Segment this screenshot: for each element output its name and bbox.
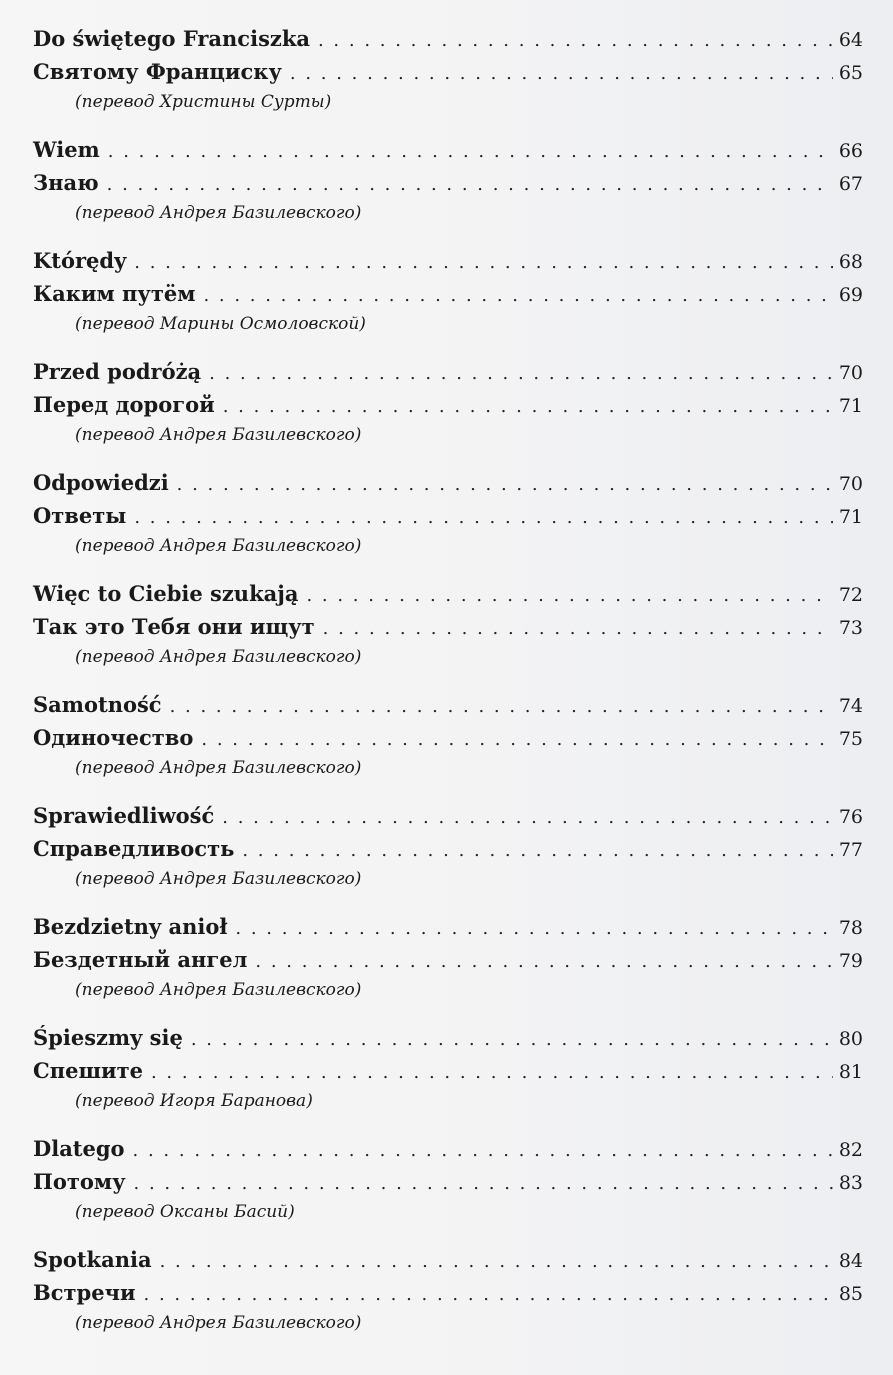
page-number: 74 [838, 695, 863, 717]
toc-line-polish [33, 1247, 863, 1281]
toc-line-russian [33, 392, 863, 426]
translator-note: (перевод Андрея Базилевского) [75, 425, 362, 445]
translator-note: (перевод Христины Сурты) [75, 92, 332, 112]
translator-note: (перевод Андрея Базилевского) [75, 1313, 362, 1333]
dot-leader [134, 1173, 833, 1194]
toc-line-russian [33, 947, 863, 981]
toc-entry [33, 1136, 863, 1247]
page-number: 67 [838, 173, 863, 195]
polish-title: Bezdzietny anioł [33, 914, 228, 939]
polish-title: Wiem [33, 137, 100, 162]
dot-leader [209, 363, 833, 384]
toc-line-polish [33, 581, 863, 615]
toc-line-polish [33, 803, 863, 837]
toc-line-polish [33, 248, 863, 282]
dot-leader [290, 63, 833, 84]
page-number: 71 [838, 395, 863, 417]
dot-leader [242, 840, 833, 861]
russian-title: Святому Франциску [33, 59, 282, 84]
toc-line-russian [33, 170, 863, 204]
page-number: 83 [838, 1172, 863, 1194]
toc-entry [33, 581, 863, 692]
toc-entry [33, 914, 863, 1025]
translator-note: (перевод Андрея Базилевского) [75, 758, 362, 778]
dot-leader [223, 396, 833, 417]
page-number: 69 [838, 284, 863, 306]
russian-title: Встречи [33, 1280, 136, 1305]
polish-title: Samotność [33, 692, 162, 717]
toc-line-polish [33, 1025, 863, 1059]
toc-line-polish [33, 1136, 863, 1170]
page-number: 75 [838, 728, 863, 750]
toc-line-polish [33, 137, 863, 171]
dot-leader [177, 474, 833, 495]
page-number: 79 [838, 950, 863, 972]
page-number: 73 [838, 617, 863, 639]
dot-leader [323, 618, 833, 639]
toc-line-russian [33, 1058, 863, 1092]
dot-leader [318, 30, 833, 51]
page-number: 77 [838, 839, 863, 861]
page-number: 66 [838, 140, 863, 162]
polish-title: Dlatego [33, 1136, 125, 1161]
polish-title: Śpieszmy się [33, 1025, 183, 1050]
toc-entry [33, 137, 863, 248]
dot-leader [203, 285, 833, 306]
page-number: 76 [838, 806, 863, 828]
dot-leader [160, 1251, 833, 1272]
dot-leader [107, 174, 833, 195]
toc-entry [33, 248, 863, 359]
toc-line-polish [33, 359, 863, 393]
page-number: 82 [838, 1139, 863, 1161]
polish-title: Więc to Ciebie szukają [33, 581, 299, 606]
toc-line-russian [33, 725, 863, 759]
toc-entry [33, 1025, 863, 1136]
toc-line-polish [33, 914, 863, 948]
page-number: 70 [838, 473, 863, 495]
dot-leader [170, 696, 833, 717]
dot-leader [201, 729, 833, 750]
dot-leader [191, 1029, 833, 1050]
toc-line-russian [33, 614, 863, 648]
toc-line-polish [33, 692, 863, 726]
toc-line-polish [33, 470, 863, 504]
dot-leader [134, 507, 833, 528]
russian-title: Спешите [33, 1058, 143, 1083]
toc-line-polish [33, 26, 863, 60]
toc-line-russian [33, 1280, 863, 1314]
dot-leader [108, 141, 833, 162]
page-number: 64 [838, 29, 863, 51]
dot-leader [133, 1140, 833, 1161]
page-number: 78 [838, 917, 863, 939]
russian-title: Потому [33, 1169, 126, 1194]
polish-title: Sprawiedliwość [33, 803, 215, 828]
toc-line-russian [33, 503, 863, 537]
polish-title: Odpowiedzi [33, 470, 169, 495]
translator-note: (перевод Андрея Базилевского) [75, 980, 362, 1000]
page-number: 81 [838, 1061, 863, 1083]
page-number: 68 [838, 251, 863, 273]
translator-note: (перевод Марины Осмоловской) [75, 314, 366, 334]
toc-line-russian [33, 836, 863, 870]
toc-entry [33, 803, 863, 914]
translator-note: (перевод Игоря Баранова) [75, 1091, 313, 1111]
dot-leader [222, 807, 833, 828]
toc-entry [33, 692, 863, 803]
toc-line-russian [33, 59, 863, 93]
polish-title: Przed podróżą [33, 359, 202, 384]
toc-entry [33, 359, 863, 470]
russian-title: Ответы [33, 503, 127, 528]
dot-leader [255, 951, 833, 972]
russian-title: Бездетный ангел [33, 947, 248, 972]
toc-entry [33, 470, 863, 581]
dot-leader [151, 1062, 833, 1083]
russian-title: Так это Тебя они ищут [33, 614, 315, 639]
russian-title: Одиночество [33, 725, 194, 750]
dot-leader [144, 1284, 833, 1305]
page-number: 65 [838, 62, 863, 84]
russian-title: Перед дорогой [33, 392, 215, 417]
toc-line-russian [33, 1169, 863, 1203]
table-of-contents [33, 26, 863, 1358]
page-number: 80 [838, 1028, 863, 1050]
dot-leader [306, 585, 833, 606]
translator-note: (перевод Андрея Базилевского) [75, 869, 362, 889]
page-number: 70 [838, 362, 863, 384]
polish-title: Do świętego Franciszka [33, 26, 310, 51]
russian-title: Каким путём [33, 281, 196, 306]
translator-note: (перевод Андрея Базилевского) [75, 647, 362, 667]
toc-line-russian [33, 281, 863, 315]
page-number: 71 [838, 506, 863, 528]
translator-note: (перевод Оксаны Басий) [75, 1202, 295, 1222]
polish-title: Spotkania [33, 1247, 152, 1272]
polish-title: Którędy [33, 248, 127, 273]
toc-entry [33, 1247, 863, 1358]
translator-note: (перевод Андрея Базилевского) [75, 203, 362, 223]
toc-entry [33, 26, 863, 137]
russian-title: Знаю [33, 170, 99, 195]
page-number: 85 [838, 1283, 863, 1305]
page-number: 72 [838, 584, 863, 606]
russian-title: Справедливость [33, 836, 235, 861]
dot-leader [235, 918, 833, 939]
page-number: 84 [838, 1250, 863, 1272]
dot-leader [134, 252, 833, 273]
translator-note: (перевод Андрея Базилевского) [75, 536, 362, 556]
